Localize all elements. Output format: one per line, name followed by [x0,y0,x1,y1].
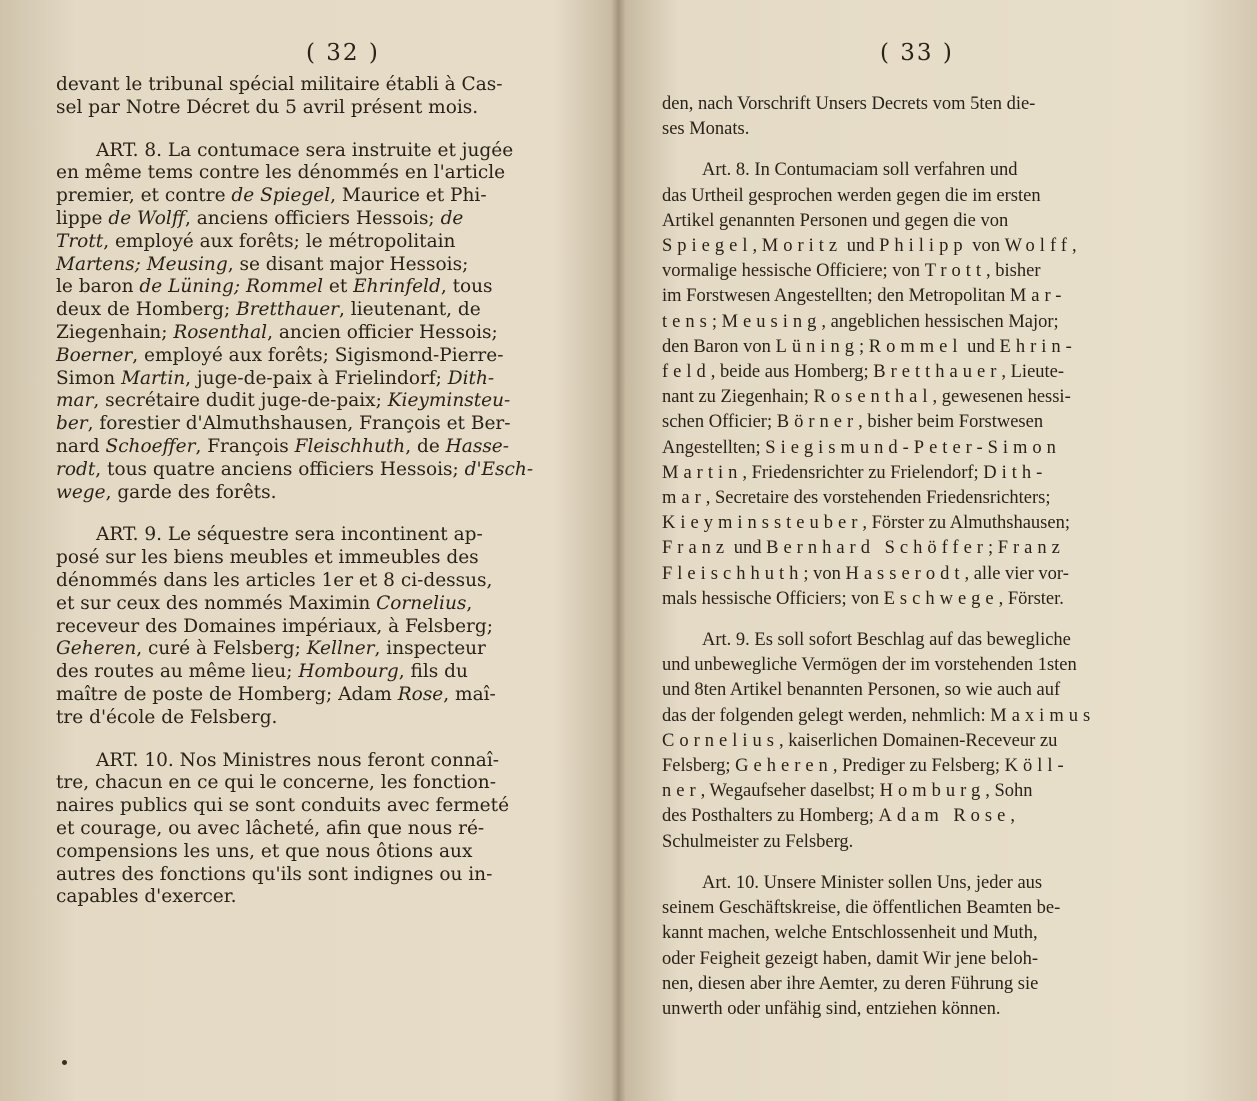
text-line [56,750,576,773]
text-line [662,335,1202,360]
text-line [662,754,1202,779]
text-segment: , beide aus Homberg; [710,362,874,383]
text-segment: im Forstwesen Angestellten; den Metropolitan [662,286,1010,307]
text-line [662,628,1202,653]
text-segment: tens [662,311,712,332]
text-segment: et sur ceux des nommés Maximin [56,592,377,614]
text-segment: Art. 10. Unsere Minister sollen Uns, jeder aus [702,872,1043,893]
text-segment: et [323,276,354,298]
text-line [662,997,1202,1022]
text-segment: , curé à Felsberg; [136,638,307,660]
text-line [56,254,576,277]
text-line [662,410,1202,435]
text-line [56,299,576,322]
text-segment: , kaiserlichen Domainen-Receveur zu [778,730,1058,751]
text-segment: Kieyminssteuber [662,513,863,534]
text-segment: Boerner [56,344,133,366]
text-segment: Cornelius [662,730,779,751]
text-segment: , Prediger zu Felsberg; [832,756,1005,777]
text-segment: ses Monats. [662,119,750,140]
text-segment: , secrétaire dudit juge-de-paix; [93,390,388,412]
text-segment: maître de poste de Homberg; Adam [56,683,398,705]
text-line [56,482,576,505]
paragraph-gap [56,504,576,524]
text-line [56,772,576,795]
text-segment: Franz [997,538,1065,559]
text-line [662,209,1202,234]
text-segment: Felsberg; [662,756,736,777]
text-line [56,140,576,163]
text-segment: Wolff [1004,236,1072,257]
text-line [662,871,1202,896]
text-segment: , [1071,236,1077,257]
text-segment: Meusing [721,311,822,332]
text-segment: und [962,336,1000,357]
text-segment: ; von [803,563,846,584]
text-line [662,653,1202,678]
text-segment: ; [711,311,722,332]
text-line [56,707,576,730]
text-line [56,185,576,208]
text-segment: , tous [440,276,493,298]
text-line [56,638,576,661]
paragraph-gap [56,120,576,140]
text-segment: des routes au même lieu; [56,661,299,683]
text-segment: und [842,236,880,257]
text-segment: und 8ten Artikel benannten Personen, so wie auch auf [662,680,1061,701]
text-segment: , [1010,806,1015,827]
text-line [56,276,576,299]
text-segment: , Maurice et Phi- [330,185,487,207]
text-segment: Art. 8. In Contumaciam soll verfahren und [702,160,1018,181]
text-segment: , gewesenen hessi- [932,387,1071,408]
text-segment: feld [662,362,711,383]
text-line [56,459,576,482]
text-line [662,310,1202,335]
text-segment: , inspecteur [374,638,486,660]
text-line [662,92,1202,117]
text-segment: , Sohn [985,781,1033,802]
text-segment: , Secretaire des vorstehenden Friedensrichters; [705,488,1051,509]
text-line [56,661,576,684]
text-segment: Ehrinfeld [353,276,441,298]
text-segment: receveur des Domaines impériaux, à Felsberg; [56,615,493,637]
text-segment: ART. 8. La contumace sera instruite et jugée [96,139,514,161]
text-segment: tre, chacun en ce qui le concerne, les fonction- [56,772,496,794]
text-segment: nen, diesen aber ihre Aemter, zu deren Führung sie [662,973,1039,994]
text-segment: des Posthalters zu Homberg; [662,806,879,827]
text-segment: Hasserodt [845,563,965,584]
text-segment: devant le tribunal spécial militaire établi à Cas- [56,74,503,95]
page-body-german [662,92,1202,1022]
text-line [56,818,576,841]
text-segment: , se disant major Hessois; [227,253,469,275]
text-segment: sel par Notre Décret du 5 avril présent mois. [56,96,479,118]
text-segment: rodt [56,458,96,480]
text-line [662,729,1202,754]
text-line [662,830,1202,855]
text-line [56,208,576,231]
text-segment: Mar- [1009,286,1067,307]
text-line [56,593,576,616]
text-segment: mar [662,488,706,509]
text-line [662,158,1202,183]
text-line [56,322,576,345]
text-segment: , [752,236,762,257]
text-segment: Hasse- [445,435,510,457]
text-segment: Schoeffer [105,435,196,457]
page-number: ( 32 ) [306,40,380,66]
text-line [662,896,1202,921]
page-body-french [56,74,576,909]
text-segment: naires publics qui se sont conduits avec fermeté [56,795,510,817]
left-page [0,0,610,1101]
text-segment: , ancien officier Hessois; [267,321,498,343]
text-segment: , Förster zu Almuthshausen; [862,513,1070,534]
text-line [56,436,576,459]
text-segment: , Wegaufseher daselbst; [700,781,880,802]
text-segment: , [466,592,473,614]
text-segment: posé sur les biens meubles et immeubles des [56,547,479,569]
text-line [56,886,576,909]
text-segment: wege [56,481,106,503]
text-line [662,486,1202,511]
text-segment: vormalige hessische Officiere; von [662,261,925,282]
text-segment: , de [405,435,446,457]
text-segment: Eschwege [883,588,999,609]
text-segment: Martin [662,462,743,483]
text-segment: den Baron von [662,336,776,357]
text-segment: Bretthauer [873,362,1002,383]
text-segment: schen Officier; [662,412,777,433]
text-segment: Moritz [761,236,843,257]
text-line [56,97,576,120]
text-segment: den, nach Vorschrift Unsers Decrets vom 5ten die- [662,94,1036,114]
text-line [662,461,1202,486]
text-segment: seinem Geschäftskreise, die öffentlichen Beamten be- [662,898,1061,919]
text-segment: Hombourg [298,661,399,683]
text-segment: nant zu Ziegenhain; [662,387,814,408]
text-segment: autres des fonctions qu'ils sont indignes ou in- [56,863,493,885]
text-line [56,162,576,185]
text-segment: Ehrin- [999,336,1077,357]
text-segment: , fils du [398,661,468,683]
text-line [662,562,1202,587]
text-segment: Dith- [447,367,495,389]
text-line [662,536,1202,561]
paragraph-gap [662,612,1202,628]
text-segment: Franz [662,538,730,559]
text-line [56,684,576,707]
text-segment: Angestellten; [662,437,766,458]
text-segment: Spiegel [662,236,753,257]
text-segment: mar [56,390,94,412]
text-line [56,413,576,436]
text-segment: Geheren [735,756,833,777]
text-line [56,570,576,593]
text-line [56,795,576,818]
paragraph-gap [662,142,1202,158]
text-segment: Rosenthal [173,321,268,343]
text-segment: le baron [56,276,140,298]
text-segment: Trott [924,261,987,282]
text-line [662,436,1202,461]
text-segment: , employé aux forêts; le métropolitain [103,230,456,252]
text-segment: nard [56,435,106,457]
text-segment: Fleischhuth [662,563,804,584]
text-line [662,587,1202,612]
text-segment: capables d'exercer. [56,886,237,908]
text-segment: , tous quatre anciens officiers Hessois; [95,458,465,480]
text-segment: Artikel genannten Personen und gegen die von [662,210,1009,231]
text-segment: Kellner [306,638,375,660]
text-segment: de Lüning; Rommel [139,276,323,298]
text-segment: , François [195,435,295,457]
text-segment: , Friedensrichter zu Frielendorf; [742,462,984,483]
text-segment: Adam Rose [878,806,1011,827]
text-segment: Ziegenhain; [56,321,174,343]
text-segment: premier, et contre [56,185,232,207]
text-line [56,345,576,368]
text-line [662,804,1202,829]
text-segment: , garde des forêts. [105,481,277,503]
text-segment: von [967,236,1005,257]
text-segment: tre d'école de Felsberg. [56,706,278,728]
text-segment: Homburg [879,781,986,802]
paragraph-gap [662,855,1202,871]
text-segment: lippe [56,207,109,229]
text-line [662,184,1202,209]
text-segment: unwerth oder unfähig sind, entziehen können. [662,998,1001,1019]
text-line [662,972,1202,997]
text-segment: Bretthauer [236,299,340,321]
ink-spot [62,1060,67,1065]
text-segment: ; [987,538,998,559]
page-number: ( 33 ) [880,40,954,66]
text-segment: Köll- [1004,756,1069,777]
text-line [662,678,1202,703]
text-line [662,234,1202,259]
text-segment: , juge-de-paix à Frielindorf; [185,367,448,389]
text-segment: oder Feigheit gezeigt haben, damit Wir jene beloh- [662,948,1038,969]
text-segment: deux de Homberg; [56,299,237,321]
text-segment: ; [859,336,869,357]
text-segment: Trott [56,230,104,252]
text-segment: , angeblichen hessischen Major; [821,311,1059,332]
text-segment: Schulmeister zu Felsberg. [662,831,854,852]
text-segment: Martin [121,367,186,389]
text-segment: , anciens officiers Hessois; [184,207,441,229]
text-segment: und unbewegliche Vermögen der im vorstehenden 1sten [662,655,1077,676]
text-line [56,74,576,97]
text-line [56,547,576,570]
text-segment: Siegismund-Peter-Simon [765,437,1061,458]
text-line [56,231,576,254]
text-segment: Fleischhuth [294,435,406,457]
text-segment: Art. 9. Es soll sofort Beschlag auf das bewegliche [702,630,1071,651]
text-segment: compensions les uns, et que nous ôtions aux [56,840,473,862]
text-segment: das der folgenden gelegt werden, nehmlich: [662,705,991,726]
text-segment: kannt machen, welche Entschlossenheit und Muth, [662,923,1038,944]
right-page [618,0,1257,1101]
text-segment: , maî- [443,683,496,705]
text-line [56,616,576,639]
text-segment: und [729,538,767,559]
text-segment: , bisher [986,261,1041,282]
text-segment: Rose [397,683,444,705]
text-segment: Börner [776,412,859,433]
text-segment: Philipp [879,236,968,257]
text-segment: de Wolff [108,207,185,229]
paragraph-gap [56,730,576,750]
text-segment: et courage, ou avec lâcheté, afin que nous ré- [56,817,485,839]
text-line [662,284,1202,309]
text-segment: Dith- [983,462,1048,483]
text-segment: ART. 10. Nos Ministres nous feront connaî- [96,749,500,771]
text-segment: Geheren [56,638,137,660]
text-segment: Martens; Meusing [56,253,228,275]
text-line [662,259,1202,284]
text-line [662,117,1202,142]
text-segment: , lieutenant, de [339,299,481,321]
text-segment: Kieyminsteu- [387,390,511,412]
text-segment: , Lieute- [1001,362,1065,383]
text-line [662,385,1202,410]
text-line [56,864,576,887]
text-segment: ART. 9. Le séquestre sera incontinent ap- [96,524,483,546]
text-line [662,360,1202,385]
text-segment: Lüning [775,336,860,357]
text-segment: , forestier d'Almuthshausen, François et Ber- [87,413,511,435]
text-segment: , alle vier vor- [964,563,1069,584]
text-line [662,704,1202,729]
text-segment: d'Esch- [464,458,534,480]
text-segment: de Spiegel [231,185,331,207]
text-segment: de [440,207,464,229]
text-line [56,390,576,413]
text-segment: ner [662,781,701,802]
text-segment: , Förster. [998,588,1064,609]
text-line [56,524,576,547]
text-line [56,368,576,391]
text-segment: ber [56,413,88,435]
text-segment: mals hessische Officiers; von [662,588,884,609]
text-segment: Simon [56,367,122,389]
text-segment: en même tems contre les dénommés en l'article [56,162,506,184]
text-segment: , bisher beim Forstwesen [858,412,1044,433]
text-line [56,841,576,864]
text-segment: Maximus [990,705,1096,726]
text-segment: das Urtheil gesprochen werden gegen die im ersten [662,185,1041,206]
text-segment: Rosenthal [813,387,933,408]
text-segment: dénommés dans les articles 1er et 8 ci-dessus, [56,569,493,591]
text-segment: , employé aux forêts; Sigismond-Pierre- [132,344,504,366]
text-segment: Bernhard Schöffer [766,538,988,559]
text-segment: Cornelius [376,592,467,614]
text-segment: Rommel [868,336,963,357]
text-line [662,779,1202,804]
text-line [662,921,1202,946]
text-line [662,511,1202,536]
text-line [662,947,1202,972]
